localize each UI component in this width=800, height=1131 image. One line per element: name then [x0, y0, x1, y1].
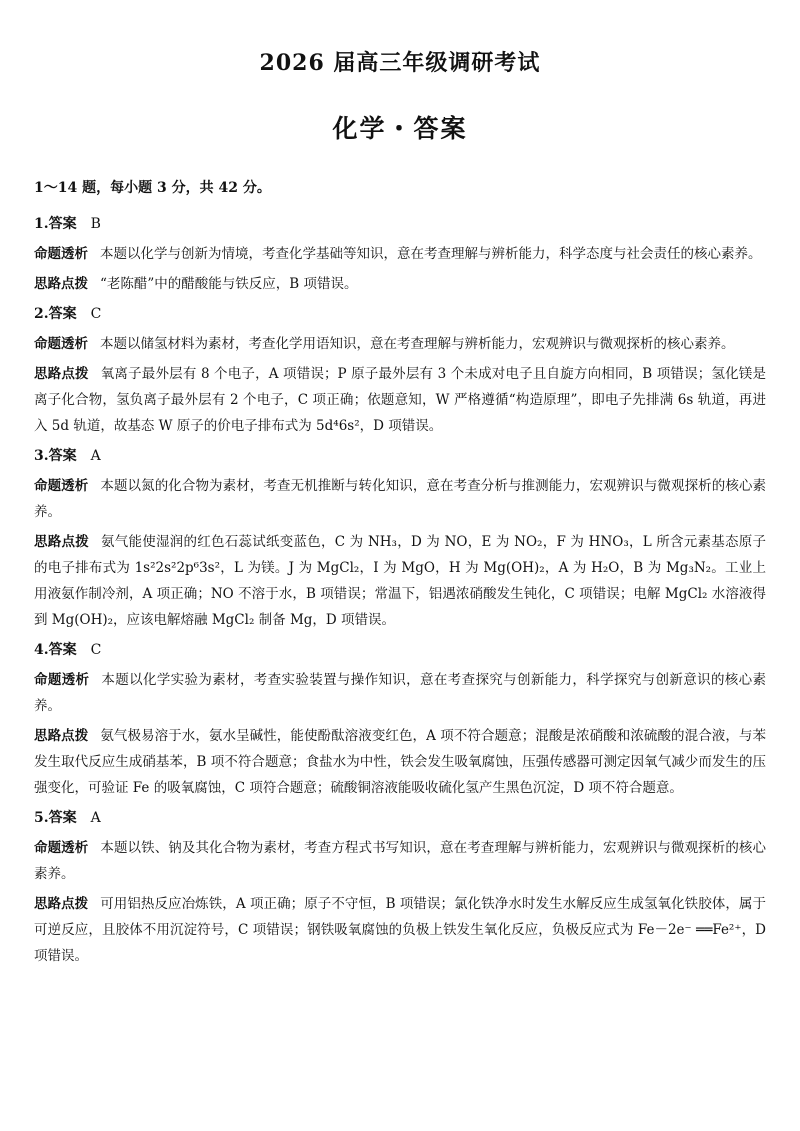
analysis-text: 本题以铁、钠及其化合物为素材，考查方程式书写知识，意在考查理解与辨析能力，宏观辨识与微观探析的核心素养。: [34, 840, 767, 882]
hint-paragraph: [34, 361, 766, 439]
analysis-text: 本题以储氢材料为素材，考查化学用语知识，意在考查理解与辨析能力，宏观辨识与微观探析的核心素养。: [100, 336, 735, 352]
analysis-paragraph: [34, 667, 766, 719]
question-1: [34, 211, 766, 297]
hint-text: 可用铝热反应冶炼铁，A 项正确；原子不守恒，B 项错误；氯化铁净水时发生水解反应生成氢氧化铁胶体，属于可逆反应，且胶体不用沉淀符号，C 项错误；钢铁吸氧腐蚀的负极上铁发生氧化反应，负极反应式为 Fe－2e⁻ ══Fe²⁺，D 项错误。: [34, 896, 766, 964]
analysis-label: 命题透析: [34, 246, 88, 262]
hint-label: 思路点拨: [34, 534, 90, 550]
question-3: [34, 443, 766, 633]
question-2: [34, 301, 766, 439]
subject-title: 化学・答案: [332, 114, 468, 143]
hint-paragraph: [34, 723, 766, 801]
analysis-paragraph: [34, 241, 766, 267]
exam-title: 2026 届高三年级调研考试: [259, 50, 541, 76]
question-number: 2.: [34, 306, 49, 322]
question-number: 3.: [34, 448, 49, 464]
analysis-label: 命题透析: [34, 840, 89, 856]
question-3-header: [34, 443, 766, 469]
question-5: [34, 805, 766, 969]
analysis-label: 命题透析: [34, 336, 88, 352]
answer-value: A: [90, 810, 101, 826]
hint-text: 氨气极易溶于水，氨水呈碱性，能使酚酞溶液变红色，A 项不符合题意；混酸是浓硝酸和浓硫酸的混合液，与苯发生取代反应生成硝基苯，B 项不符合题意；食盐水为中性，铁会发生吸氧腐蚀，压强传感器可测定因氧气减少而发生的压强变化，可验证 Fe 的吸氧腐蚀，C 项符合题意；硫酸铜溶液能吸收硫化氢产生黑色沉淀，D 项不符合题意。: [34, 728, 767, 796]
analysis-text: 本题以氮的化合物为素材，考查无机推断与转化知识，意在考查分析与推测能力，宏观辨识与微观探析的核心素养。: [34, 478, 767, 520]
hint-text: 氧离子最外层有 8 个电子，A 项错误；P 原子最外层有 3 个未成对电子且自旋方向相同，B 项错误；氢化镁是离子化合物，氢负离子最外层有 2 个电子，C 项正确；依题意知，W 严格遵循“构造原理”，即电子先排满 6s 轨道，再进入 5d 轨道，故基态 W 原子的价电子排布式为 5d⁴6s²，D 项错误。: [34, 366, 766, 434]
hint-label: 思路点拨: [34, 896, 89, 912]
answer-label: 答案: [48, 448, 77, 464]
scoring-intro: 1～14 题，每小题 3 分，共 42 分。: [34, 180, 271, 196]
analysis-paragraph: [34, 331, 766, 357]
answer-label: 答案: [48, 216, 77, 232]
question-number: 5.: [34, 810, 49, 826]
question-4: [34, 637, 766, 801]
answer-value: A: [90, 448, 101, 464]
question-number: 4.: [34, 642, 49, 658]
question-5-header: [34, 805, 766, 831]
answer-value: C: [90, 306, 102, 322]
analysis-paragraph: [34, 473, 766, 525]
answer-value: B: [90, 216, 101, 232]
hint-text: “老陈醋”中的醋酸能与铁反应，B 项错误。: [100, 276, 358, 292]
answer-value: C: [90, 642, 102, 658]
question-1-header: [34, 211, 766, 237]
question-4-header: [34, 637, 766, 663]
hint-paragraph: [34, 271, 766, 297]
question-number: 1.: [34, 216, 49, 232]
answer-label: 答案: [48, 306, 77, 322]
hint-label: 思路点拨: [34, 366, 89, 382]
analysis-text: 本题以化学实验为素材，考查实验装置与操作知识，意在考查探究与创新能力，科学探究与创新意识的核心素养。: [34, 672, 767, 714]
hint-label: 思路点拨: [34, 728, 89, 744]
hint-label: 思路点拨: [34, 276, 88, 292]
answer-label: 答案: [48, 810, 77, 826]
analysis-paragraph: [34, 835, 766, 887]
answer-label: 答案: [48, 642, 77, 658]
question-2-header: [34, 301, 766, 327]
analysis-text: 本题以化学与创新为情境，考查化学基础等知识，意在考查理解与辨析能力，科学态度与社会责任的核心素养。: [100, 246, 762, 262]
hint-paragraph: [34, 529, 766, 633]
analysis-label: 命题透析: [34, 672, 90, 688]
hint-text: 氨气能使湿润的红色石蕊试纸变蓝色，C 为 NH₃，D 为 NO，E 为 NO₂，F 为 HNO₃，L 所含元素基态原子的电子排布式为 1s²2s²2p⁶3s²，L 为镁。J 为 MgCl₂，I 为 MgO，H 为 Mg(OH)₂，A 为 H₂O，B 为 Mg₃N₂。工业上用液氨作制冷剂，A 项正确；NO 不溶于水，B 项错误；常温下，铝遇浓硝酸发生钝化，C 项错误；电解 MgCl₂ 水溶液得到 Mg(OH)₂，应该电解熔融 MgCl₂ 制备 Mg，D 项错误。: [34, 534, 767, 628]
analysis-label: 命题透析: [34, 478, 89, 494]
hint-paragraph: [34, 891, 766, 969]
